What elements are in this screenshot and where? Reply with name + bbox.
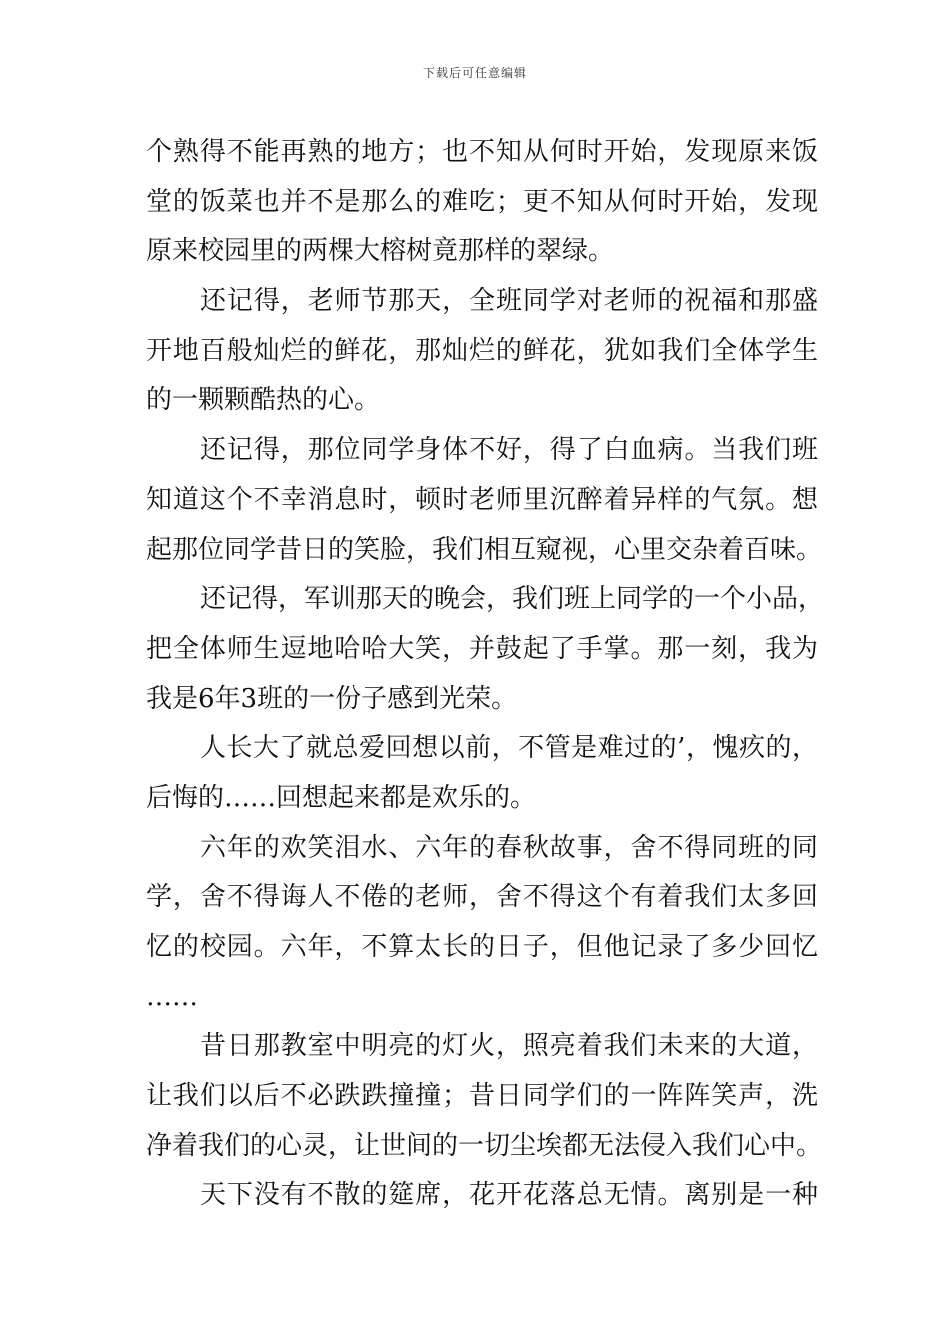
text-line: 的一颗颗酷热的心。	[146, 385, 381, 416]
text-line: 六年的欢笑泪水、六年的春秋故事，舍不得同班的同	[200, 832, 818, 863]
text-line: 让我们以后不必跌跌撞撞；昔日同学们的一阵阵笑声，洗	[146, 1081, 818, 1112]
text-line: 学，舍不得诲人不倦的老师，舍不得这个有着我们太多回	[146, 882, 818, 913]
text-line: ……	[146, 981, 198, 1012]
text-line: 后悔的……回想起来都是欢乐的。	[146, 782, 537, 813]
text-line: 个熟得不能再熟的地方；也不知从何时开始，发现原来饭	[146, 137, 818, 167]
text-line: 把全体师生逗地哈哈大笑，并鼓起了手掌。那一刻，我为	[146, 633, 818, 664]
document-body	[146, 128, 825, 1221]
page-header: 下载后可任意编辑	[422, 66, 527, 80]
text-line: 知道这个不幸消息时，顿时老师里沉醉着异样的气氛。想	[146, 484, 818, 515]
text-line: 还记得，老师节那天，全班同学对老师的祝福和那盛	[200, 286, 818, 317]
text-line: 我是6年3班的一份子感到光荣。	[146, 683, 518, 714]
text-line: 人长大了就总爱回想以前，不管是难过的’，愧疚的，	[200, 733, 818, 764]
text-line: 忆的校园。六年，不算太长的日子，但他记录了多少回忆	[146, 932, 818, 962]
text-line: 开地百般灿烂的鲜花，那灿烂的鲜花，犹如我们全体学生	[146, 335, 818, 366]
text-line: 堂的饭菜也并不是那么的难吃；更不知从何时开始，发现	[146, 186, 818, 217]
text-line: 昔日那教室中明亮的灯火，照亮着我们未来的大道，	[200, 1031, 818, 1062]
text-line: 天下没有不散的筵席，花开花落总无情。离别是一种	[200, 1180, 818, 1211]
text-line: 还记得，那位同学身体不好，得了白血病。当我们班	[200, 435, 818, 466]
text-line: 起那位同学昔日的笑脸，我们相互窥视，心里交杂着百味。	[146, 534, 823, 565]
text-line: 原来校园里的两棵大榕树竟那样的翠绿。	[146, 236, 615, 267]
text-line: 净着我们的心灵，让世间的一切尘埃都无法侵入我们心中。	[146, 1130, 823, 1161]
text-line: 还记得，军训那天的晚会，我们班上同学的一个小品，	[200, 584, 825, 615]
